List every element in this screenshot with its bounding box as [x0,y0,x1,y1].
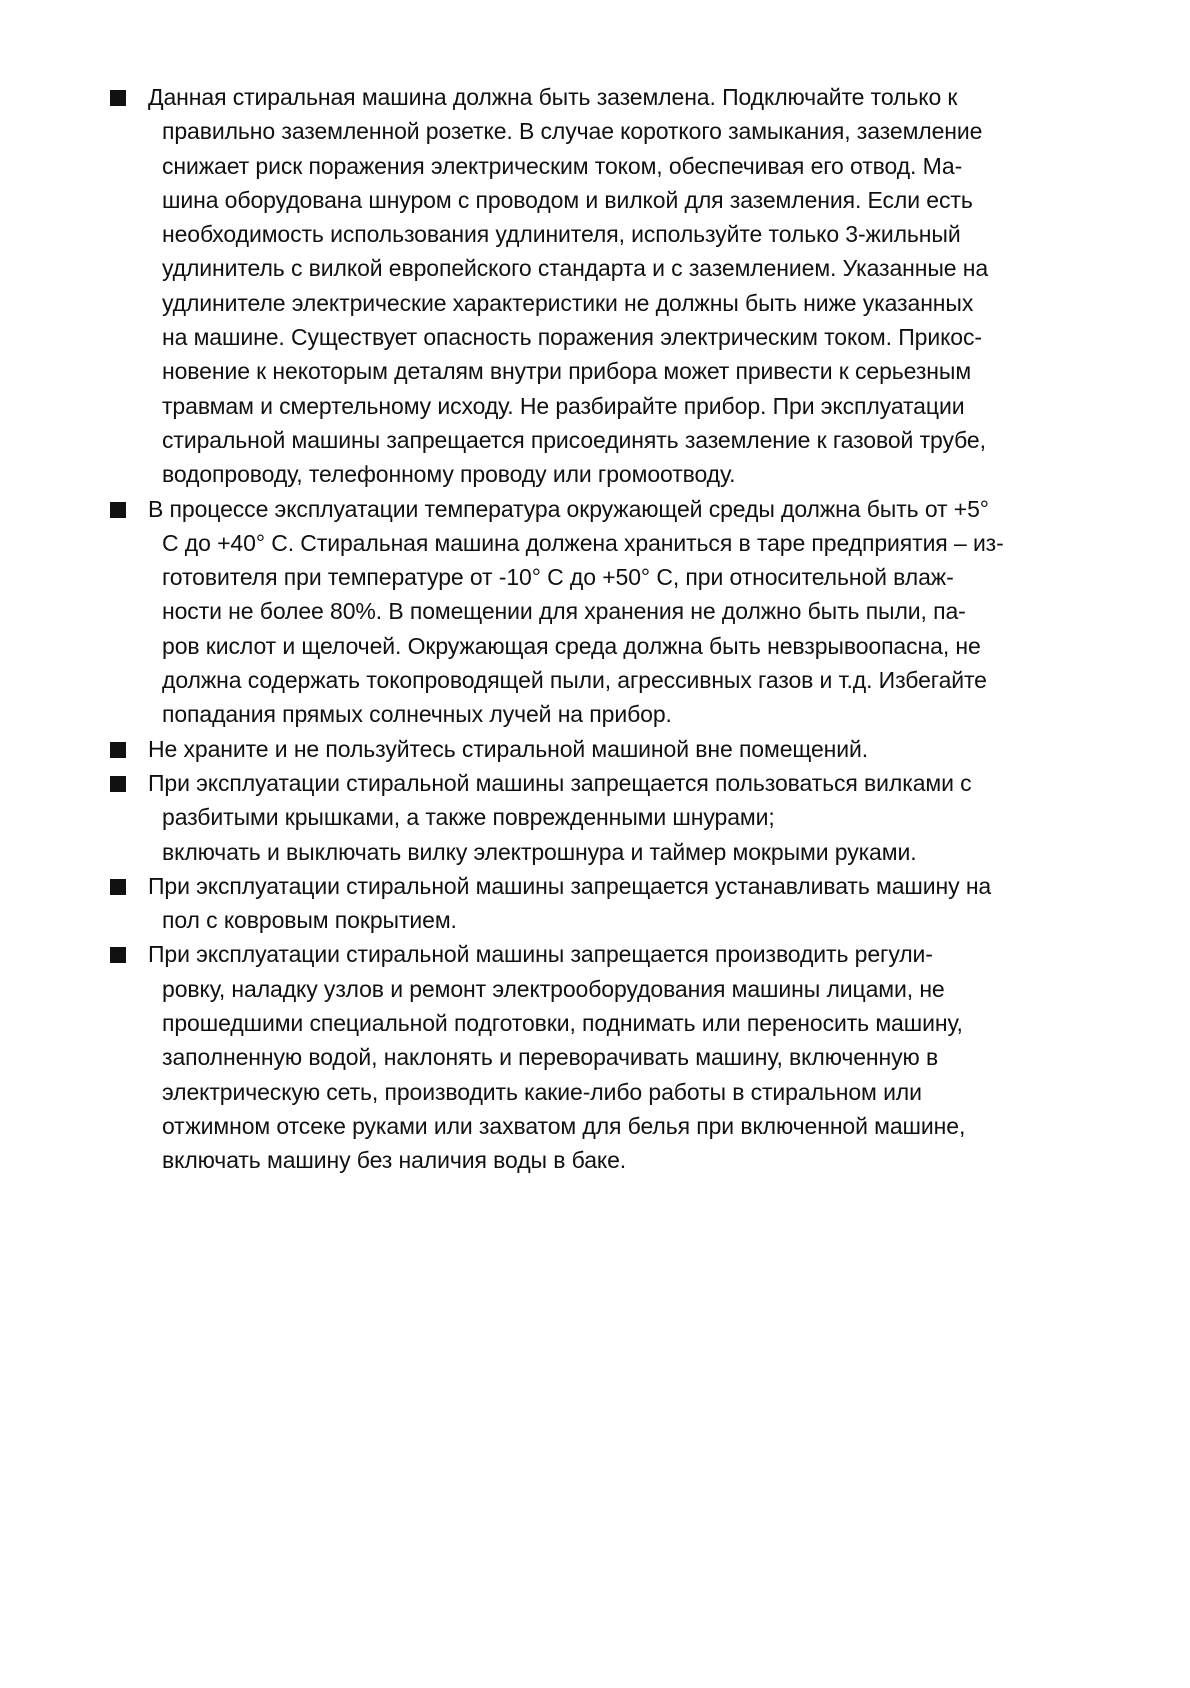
text-line: Данная стиральная машина должна быть заземлена. Подключайте только к [148,84,958,110]
list-item [110,766,1050,869]
text-line: попадания прямых солнечных лучей на прибор. [162,701,672,728]
text-line: необходимость использования удлинителя, используйте только 3-жильный [162,221,961,248]
list-item-text [148,869,1050,938]
text-line: правильно заземленной розетке. В случае короткого замыкания, заземление [162,118,983,145]
text-line: С до +40° С. Стиральная машина должена храниться в таре предприятия – из- [162,529,1004,556]
text-line: удлинитель с вилкой европейского стандарта и с заземлением. Указанные на [162,255,989,282]
square-bullet-icon [110,879,126,895]
text-line: новение к некоторым деталям внутри прибора может привести к серьезным [162,358,972,385]
text-line: При эксплуатации стиральной машины запрещается устанавливать машину на [148,872,992,899]
text-line: травмам и смертельному исходу. Не разбирайте прибор. При эксплуатации [162,392,965,419]
text-line: При эксплуатации стиральной машины запрещается производить регули- [148,941,933,968]
text-line: снижает риск поражения электрическим током, обеспечивая его отвод. Ма- [162,152,963,179]
list-item-text [148,766,1050,869]
text-line: Не храните и не пользуйтесь стиральной машиной вне помещений. [148,735,869,762]
square-bullet-icon [110,776,126,792]
square-bullet-icon [110,742,126,758]
text-line: ров кислот и щелочей. Окружающая среда должна быть невзрывоопасна, не [162,632,981,659]
text-line: прошедшими специальной подготовки, поднимать или переносить машину, [162,1010,963,1037]
text-line: стиральной машины запрещается присоединять заземление к газовой трубе, [162,426,986,453]
safety-instructions-list [110,80,1050,1178]
text-line: электрическую сеть, производить какие-либо работы в стиральном или [162,1078,922,1105]
square-bullet-icon [110,90,126,106]
text-line: должна содержать токопроводящей пыли, агрессивных газов и т.д. Избегайте [162,667,987,694]
text-line: пол с ковровым покрытием. [162,907,457,934]
text-line: разбитыми крышками, а также поврежденными шнурами; [162,804,775,831]
text-line: заполненную водой, наклонять и переворачивать машину, включенную в [162,1044,939,1071]
list-item [110,937,1050,1177]
text-line: водопроводу, телефонному проводу или громоотводу. [162,461,736,488]
list-item-text [148,732,1050,766]
text-line: ности не более 80%. В помещении для хранения не должно быть пыли, па- [162,598,966,625]
list-item-text [148,492,1050,732]
text-line: включать и выключать вилку электрошнура и таймер мокрыми руками. [162,838,917,865]
list-item [110,732,1050,766]
text-line: отжимном отсеке руками или захватом для белья при включенной машине, [162,1112,966,1139]
text-line: ровку, наладку узлов и ремонт электрооборудования машины лицами, не [162,975,945,1002]
text-line: включать машину без наличия воды в баке. [162,1147,627,1174]
text-line: При эксплуатации стиральной машины запрещается пользоваться вилками с [148,769,972,796]
list-item-text [148,937,1050,1177]
text-line: удлинителе электрические характеристики не должны быть ниже указанных [162,289,974,316]
text-line: готовителя при температуре от -10° С до +50° С, при относительной влаж- [162,564,954,591]
text-line: на машине. Существует опасность поражения электрическим током. Прикос- [162,324,982,351]
square-bullet-icon [110,947,126,963]
list-item-text [148,80,1050,492]
list-item [110,80,1050,492]
text-line: шина оборудована шнуром с проводом и вилкой для заземления. Если есть [162,186,973,213]
square-bullet-icon [110,502,126,518]
list-item [110,869,1050,938]
list-item [110,492,1050,732]
text-line: В процессе эксплуатации температура окружающей среды должна быть от +5° [148,495,989,522]
